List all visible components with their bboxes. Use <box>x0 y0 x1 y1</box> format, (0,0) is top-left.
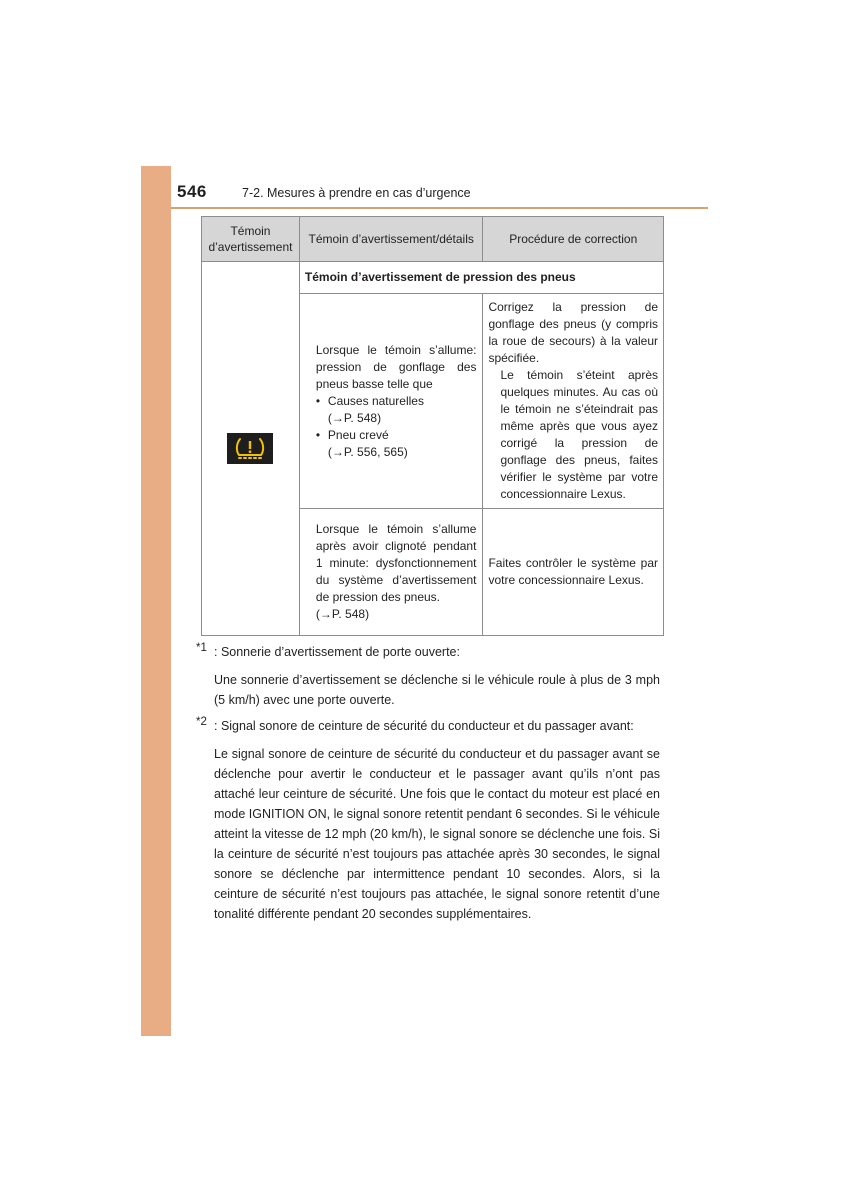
condition-intro: Lorsque le témoin s’allume: pression de gonflage des pneus basse telle que <box>315 342 477 391</box>
footnote-body: Une sonnerie d’avertissement se déclenche si le véhicule roule à plus de 3 mph (5 km/h) avec une porte ouverte. <box>214 673 660 707</box>
table-row <box>202 262 664 294</box>
warning-lights-table <box>201 216 664 636</box>
footnote-title: *2 : Signal sonore de ceinture de sécurité du conducteur et du passager avant: <box>196 716 660 736</box>
footnote-mark: *2 <box>196 716 207 728</box>
footnotes <box>196 642 660 930</box>
tire-pressure-warning-icon <box>227 433 273 464</box>
condition-bullet: • Pneu crevé <box>315 427 389 442</box>
table-header-row <box>202 217 664 262</box>
procedure-main: Faites contrôler le système par votre concessionnaire Lexus. <box>488 556 658 587</box>
condition-bullet: • Causes naturelles <box>315 393 424 408</box>
procedure-cell <box>483 294 664 509</box>
header-rule <box>171 207 708 209</box>
header-details: Témoin d’avertissement/détails <box>299 217 483 262</box>
table-subheading: Témoin d’avertissement de pression des pneus <box>299 262 663 294</box>
footnote-body: Le signal sonore de ceinture de sécurité du conducteur et du passager avant se déclenche pour avertir le conducteur et le passager avant qu’ils n’ont pas attaché leur ceinture de sécurité. Une fois que le contact du moteur est placé en mode IGNITION ON, le signal sonore retentit pendant 6 secondes. Si le véhicule atteint la vitesse de 12 mph (20 km/h), le signal sonore se déclenche une fois. Si la ceinture de sécurité n’est toujours pas attachée après 30 secondes, le signal sonore se déclenche par intermittence pendant 10 secondes. Alors, si la ceinture de sécurité n’est toujours pas attachée, le signal sonore retentit d’une tonalité différente pendant 20 secondes supplémentaires. <box>214 747 660 921</box>
icon-cell <box>202 262 300 636</box>
condition-text: Lorsque le témoin s’allume après avoir clignoté pendant 1 minute: dysfonctionnement du système d’avertissement de pression des pneus. <box>315 522 477 604</box>
page-reference: (→P. 556, 565) <box>327 444 408 459</box>
procedure-note: Le témoin s’éteint après quelques minutes. Au cas où le témoin ne s’éteindrait pas même après que vous ayez corrigé la pression de gonflage des pneus, faites vérifier le système par votre concessionnaire Lexus. <box>500 368 658 501</box>
procedure-main: Corrigez la pression de gonflage des pneus (y compris la roue de secours) à la valeur spécifiée. <box>488 300 658 365</box>
condition-cell <box>299 509 483 636</box>
footnote-title: *1 : Sonnerie d’avertissement de porte ouverte: <box>196 642 660 662</box>
header-correction: Procédure de correction <box>483 217 664 262</box>
header-warning-light: Témoin d’avertissement <box>202 217 300 262</box>
page-number: 546 <box>177 182 207 201</box>
procedure-cell <box>483 509 664 636</box>
page-reference: (→P. 548) <box>315 607 370 621</box>
condition-cell <box>299 294 483 509</box>
chapter-side-band <box>141 166 171 1036</box>
section-title: 7-2. Mesures à prendre en cas d’urgence <box>242 186 471 200</box>
page-reference: (→P. 548) <box>327 410 382 425</box>
footnote-mark: *1 <box>196 642 207 654</box>
